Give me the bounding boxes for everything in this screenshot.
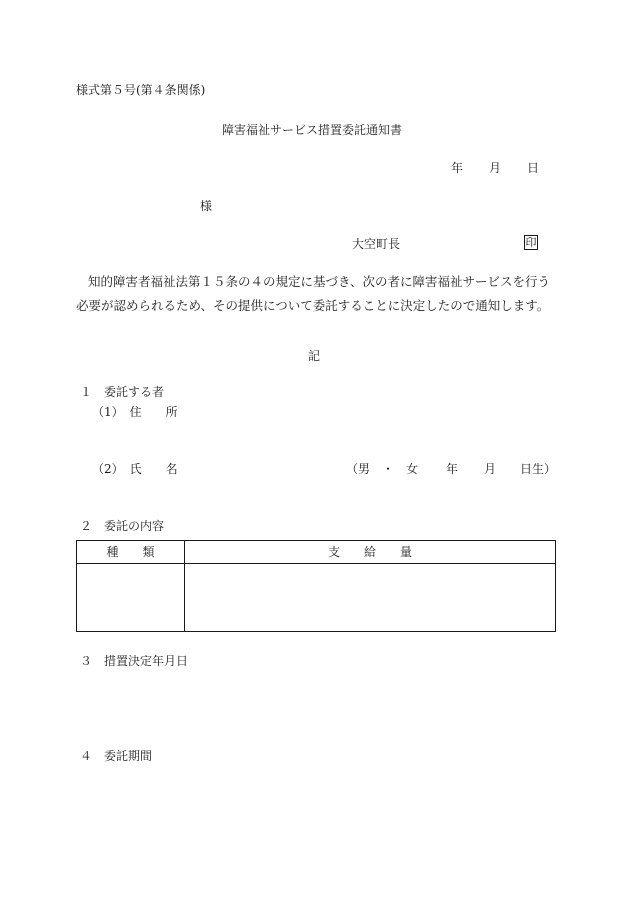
birth-year: 年	[446, 462, 459, 476]
section2-heading: ２ 委託の内容	[80, 519, 165, 533]
form-number: 様式第５号(第４条関係)	[76, 83, 206, 97]
table-cell-type[interactable]	[77, 564, 184, 631]
addressee-suffix: 様	[200, 199, 213, 213]
table-header-amount: 支 給 量	[327, 545, 412, 559]
birth-day: 日生）	[520, 462, 557, 476]
seal-mark: 印	[525, 236, 537, 249]
date-day: 日	[527, 161, 540, 175]
table-cell-amount[interactable]	[185, 564, 555, 631]
birth-month: 月	[484, 462, 497, 476]
issuer-name: 大空町長	[352, 237, 401, 251]
date-year: 年	[451, 161, 464, 175]
table-header-type: 種 類	[106, 545, 155, 559]
body-line-1: 知的障害者福祉法第１５条の４の規定に基づき、次の者に障害福祉サービスを行う	[88, 274, 551, 289]
name-label: （2） 氏 名	[92, 462, 178, 476]
document-title: 障害福祉サービス措置委託通知書	[222, 123, 403, 137]
section4-heading: ４ 委託期間	[80, 749, 153, 763]
section1-heading: １ 委託する者	[80, 385, 165, 399]
section3-heading: ３ 措置決定年月日	[80, 654, 189, 668]
body-line-2: 必要が認められるため、その提供について委託することに決定したので通知します。	[76, 298, 550, 313]
content-table	[76, 540, 556, 632]
gender-field: （男 ・ 女	[346, 462, 419, 476]
date-month: 月	[489, 161, 502, 175]
address-label: （1） 住 所	[92, 405, 178, 419]
ki-heading: 記	[308, 349, 321, 363]
body-text	[76, 270, 556, 318]
